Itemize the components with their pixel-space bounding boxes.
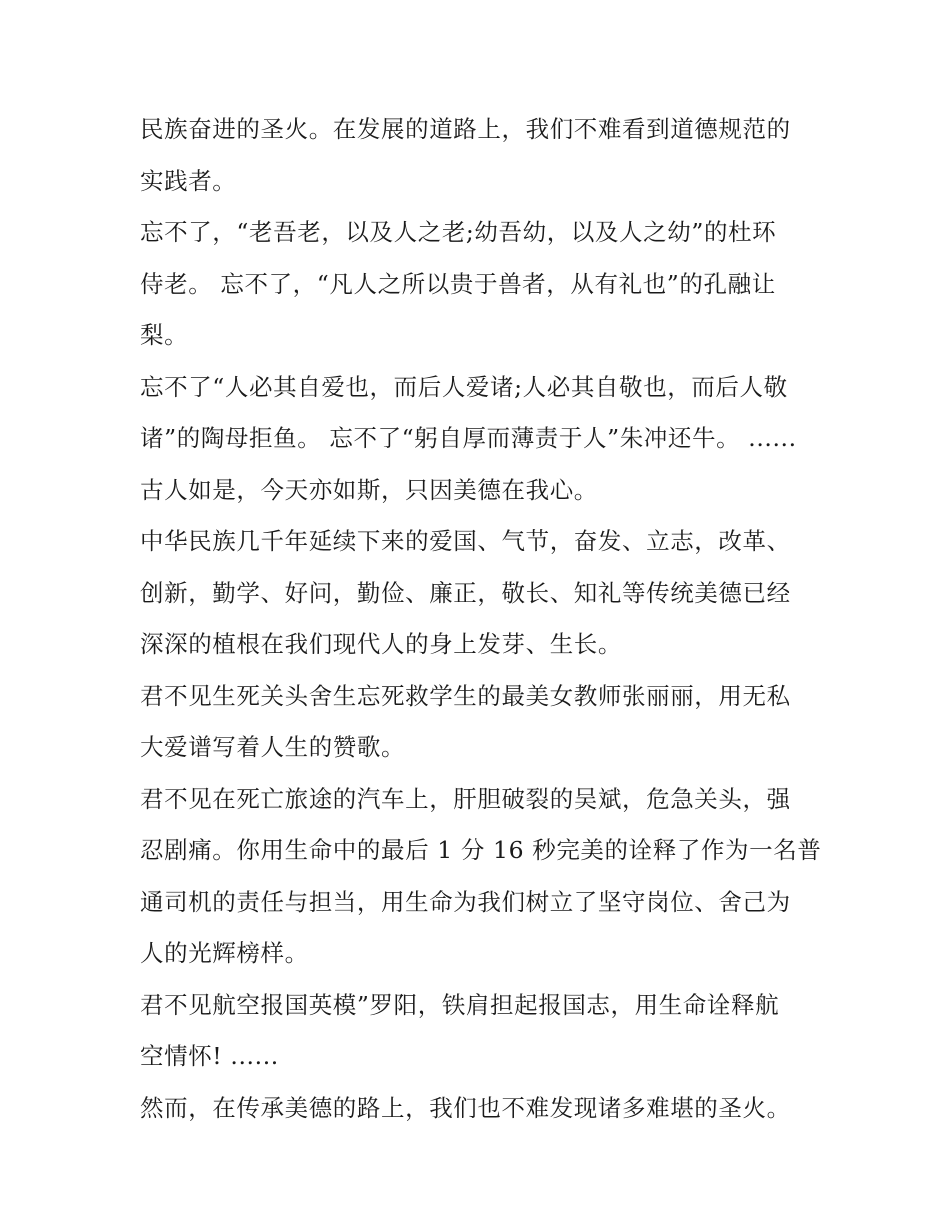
text-line: 君不见生死关头舍生忘死救学生的最美女教师张丽丽，用无私	[140, 681, 791, 710]
text-line: 古人如是，今天亦如斯，只因美德在我心。	[140, 475, 598, 504]
text-line: 深深的植根在我们现代人的身上发芽、生长。	[140, 630, 622, 658]
text-line: 忍剧痛。你用生命中的最后 1 分 16 秒完美的诠释了作为一名普	[140, 836, 822, 864]
text-line: 诸”的陶母拒鱼。 忘不了“躬自厚而薄责于人”朱冲还牛。 ......	[140, 424, 797, 452]
document-body	[140, 104, 820, 1134]
text-line: 大爱谱写着人生的赞歌。	[140, 733, 406, 761]
text-line: 民族奋进的圣火。在发展的道路上，我们不难看到道德规范的	[140, 115, 791, 143]
text-line: 君不见在死亡旅途的汽车上，肝胆破裂的吴斌，危急关头，强	[140, 784, 791, 813]
text-line: 君不见航空报国英模”罗阳，铁肩担起报国志，用生命诠释航	[140, 990, 780, 1019]
text-line: 空情怀! ......	[140, 1042, 279, 1070]
text-line: 然而，在传承美德的路上，我们也不难发现诸多难堪的圣火。	[140, 1093, 791, 1122]
text-line: 忘不了，“老吾老，以及人之老;幼吾幼，以及人之幼”的杜环	[140, 218, 777, 246]
text-line: 创新，勤学、好问，勤俭、廉正，敬长、知礼等传统美德已经	[140, 578, 791, 607]
text-line: 忘不了“人必其自爱也，而后人爱诸;人必其自敬也，而后人敬	[140, 372, 788, 401]
text-line: 梨。	[140, 321, 189, 349]
text-line: 中华民族几千年延续下来的爱国、气节，奋发、立志，改革、	[140, 527, 791, 555]
text-line: 实践者。	[140, 166, 237, 195]
text-line: 人的光辉榜样。	[140, 939, 309, 967]
text-line: 侍老。 忘不了，“凡人之所以贵于兽者，从有礼也”的孔融让	[140, 269, 776, 298]
text-line: 通司机的责任与担当，用生命为我们树立了坚守岗位、舍己为	[140, 887, 791, 916]
